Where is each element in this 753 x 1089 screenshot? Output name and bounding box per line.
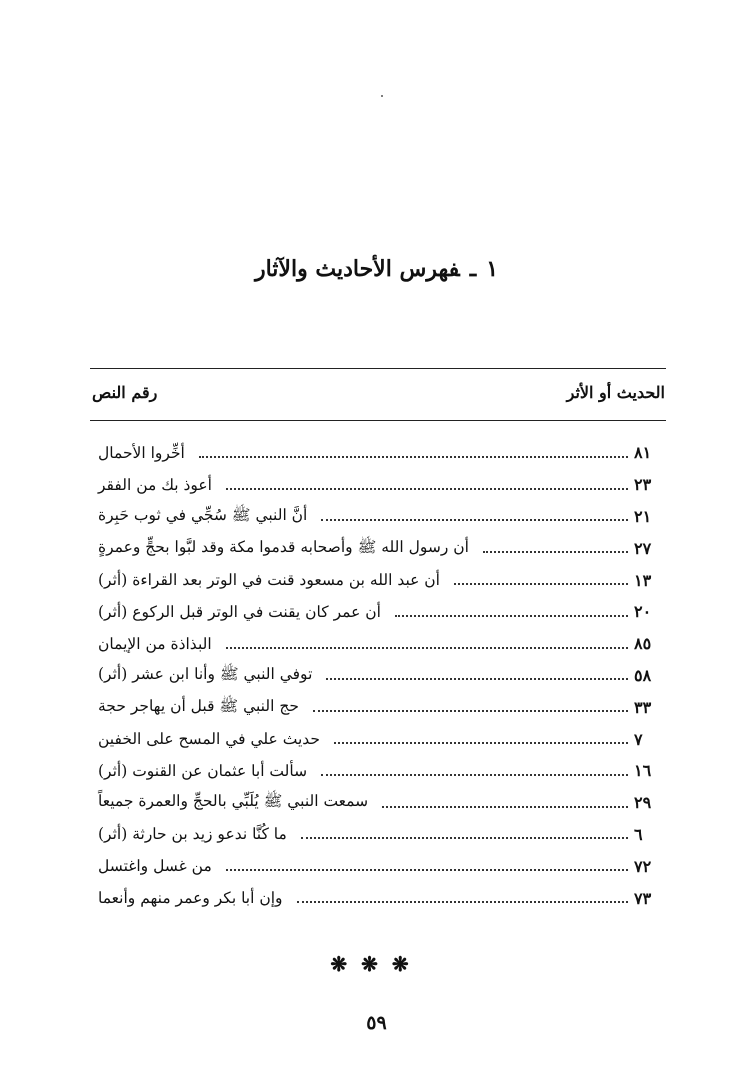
dot-leader xyxy=(226,647,628,649)
entry-text-number: ٢٩ xyxy=(634,793,652,813)
dot-leader xyxy=(395,615,628,617)
index-entry xyxy=(92,787,666,819)
entry-text: أخِّروا الأحمال xyxy=(98,443,185,462)
entry-text: توفي النبي ﷺ وأنا ابن عشر (أثر) xyxy=(98,664,313,683)
dot-leader xyxy=(483,551,628,553)
entry-text: أعوذ بك من الفقر xyxy=(98,475,212,494)
entry-text: ما كُنَّا ندعو زيد بن حارثة (أثر) xyxy=(98,825,287,844)
index-entry xyxy=(92,691,666,723)
index-entry xyxy=(92,564,666,596)
entry-text-number: ١٦ xyxy=(634,761,652,781)
dot-leader xyxy=(326,678,628,680)
column-header-text-number: رقم النص xyxy=(92,383,158,402)
entry-text: أن رسول الله ﷺ وأصحابه قدموا مكة وقد لبَّوا بحجٍّ وعمرةٍ xyxy=(98,537,469,556)
index-entry xyxy=(92,469,666,501)
index-entry xyxy=(92,437,666,469)
entry-text-number: ٣٣ xyxy=(634,697,652,717)
entry-text-number: ٢٠ xyxy=(634,602,652,622)
page-title xyxy=(0,252,753,286)
section-number: ١ xyxy=(486,256,499,282)
index-entry xyxy=(92,532,666,564)
index-entry xyxy=(92,596,666,628)
section-title: فهرس الأحاديث والآثار xyxy=(254,256,460,282)
entry-text: حج النبي ﷺ قبل أن يهاجر حجة xyxy=(98,696,299,715)
index-entry xyxy=(92,723,666,755)
dot-leader xyxy=(454,583,628,585)
dot-leader xyxy=(334,742,628,744)
entry-text: أنَّ النبي ﷺ سُجِّي في ثوب حَبِرة xyxy=(98,505,308,524)
entry-text: وإن أبا بكر وعمر منهم وأنعما xyxy=(98,889,283,908)
section-dash: ـ xyxy=(469,256,477,282)
dot-leader xyxy=(297,901,628,903)
ornament-stars: ❋❋❋ xyxy=(330,952,423,976)
dot-leader xyxy=(301,837,628,839)
entry-text-number: ٢١ xyxy=(634,506,652,526)
entry-text-number: ٢٧ xyxy=(634,538,652,558)
index-entry xyxy=(92,850,666,882)
entry-text: أن عمر كان يقنت في الوتر قبل الركوع (أثر) xyxy=(98,602,381,621)
dot-leader xyxy=(382,806,628,808)
entry-text-number: ٢٣ xyxy=(634,475,652,495)
index-entry xyxy=(92,660,666,692)
dot-leader xyxy=(226,488,628,490)
dot-leader xyxy=(313,710,628,712)
index-entry xyxy=(92,819,666,851)
entry-text-number: ١٣ xyxy=(634,570,652,590)
entry-text: أن عبد الله بن مسعود قنت في الوتر بعد القراءة (أثر) xyxy=(98,571,440,590)
entry-text: البذاذة من الإيمان xyxy=(98,634,212,653)
index-entry xyxy=(92,501,666,533)
dot-leader xyxy=(199,456,628,458)
page-number: ٥٩ xyxy=(366,1012,387,1034)
index-entry xyxy=(92,755,666,787)
index-entry xyxy=(92,882,666,914)
entry-text-number: ٨٥ xyxy=(634,634,652,654)
index-list xyxy=(92,437,666,914)
entry-text: حديث علي في المسح على الخفين xyxy=(98,730,320,749)
column-header-hadith: الحديث أو الأثر xyxy=(566,383,665,402)
entry-text-number: ٥٨ xyxy=(634,665,652,685)
entry-text-number: ٧٢ xyxy=(634,856,652,876)
entry-text-number: ٧ xyxy=(634,729,643,749)
entry-text-number: ٨١ xyxy=(634,443,652,463)
dot-leader xyxy=(226,869,628,871)
entry-text-number: ٧٣ xyxy=(634,888,652,908)
dot-leader xyxy=(321,774,628,776)
header-top-rule xyxy=(90,368,666,369)
index-entry xyxy=(92,628,666,660)
dot-leader xyxy=(321,519,628,521)
header-bottom-rule xyxy=(90,420,666,421)
entry-text: سألت أبا عثمان عن القنوت (أثر) xyxy=(98,761,308,780)
ink-speck xyxy=(381,95,383,97)
entry-text: سمعت النبي ﷺ يُلَبِّي بالحجِّ والعمرة جميعاً xyxy=(98,792,369,811)
entry-text-number: ٦ xyxy=(634,824,643,844)
entry-text: من غسل واغتسل xyxy=(98,857,212,876)
